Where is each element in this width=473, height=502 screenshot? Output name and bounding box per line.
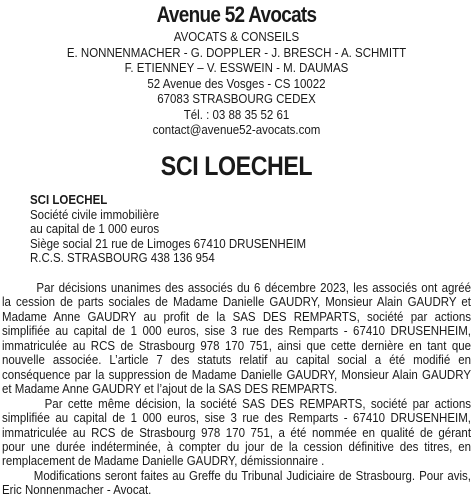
company-capital: au capital de 1 000 euros <box>30 222 160 236</box>
text-line: et Madame Anne GAUDRY et l’ajout de la SAS DES REMPARTS. <box>2 382 338 397</box>
text-line: nouvelle associée. L’article 7 des statuts relatif au capital social a été modifié en <box>2 353 472 368</box>
company-details <box>30 193 470 266</box>
firm-tagline: AVOCATS & CONSEILS <box>173 30 300 44</box>
notice-title: SCI LOECHEL <box>160 151 313 181</box>
paragraph-manager-appointment <box>2 397 471 469</box>
firm-address-city: 67083 STRASBOURG CEDEX <box>157 92 316 106</box>
text-line: Eric Nonnenmacher - Avocat. <box>2 483 152 498</box>
firm-contact-block <box>0 30 473 139</box>
text-line: immatriculée au RCS de Strasbourg 978 170 751, ainsi que cette dernière en tant que <box>2 338 472 353</box>
company-registered-office: Siège social 21 rue de Limoges 67410 DRUSENHEIM <box>30 236 307 251</box>
text-line: remplacement de Madame Danielle GAUDRY, démissionnaire . <box>2 454 325 469</box>
firm-address-street: 52 Avenue des Vosges - CS 10022 <box>147 76 326 91</box>
firm-name: Avenue 52 Avocats <box>156 2 317 27</box>
text-line: Madame Anne GAUDRY au profit de la SAS DES REMPARTS, société par actions <box>2 309 472 324</box>
text-line: simplifiée au capital de 1 000 euros, sise 3 rue des Remparts - 67410 DRUSENHEIM, <box>2 411 472 426</box>
text-line: simplifiée au capital de 1 000 euros, sise 3 rue des Remparts - 67410 DRUSENHEIM, <box>2 324 472 339</box>
company-type: Société civile immobilière <box>30 207 160 222</box>
company-rcs: R.C.S. STRASBOURG 438 136 954 <box>30 251 215 265</box>
company-name: SCI LOECHEL <box>30 193 108 207</box>
paragraph-registry-filing <box>2 469 471 498</box>
text-line: Par décisions unanimes des associés du 6 décembre 2023, les associés ont agréé <box>2 281 472 295</box>
text-line: Par cette même décision, la société SAS DES REMPARTS, société par actions <box>2 396 472 411</box>
text-line: pour une durée indéterminée, à compter du jour de la cession définitive des titres, en <box>2 439 472 454</box>
firm-phone: Tél. : 03 88 35 52 61 <box>183 107 290 122</box>
firm-partners-line-2: F. ETIENNEY – V. ESSWEIN - M. DAUMAS <box>124 61 349 75</box>
firm-email: contact@avenue52-avocats.com <box>152 123 321 137</box>
text-line: conséquence par la suppression de Madame Danielle GAUDRY, Monsieur Alain GAUDRY <box>2 367 472 382</box>
text-line: la cession de parts sociales de Madame Danielle GAUDRY, Monsieur Alain GAUDRY et <box>2 295 472 310</box>
firm-partners-line-1: E. NONNENMACHER - G. DOPPLER - J. BRESCH - A. SCHMITT <box>66 45 407 60</box>
paragraph-share-transfer <box>2 281 471 397</box>
text-line: immatriculée au RCS de Strasbourg 978 170 751, a été nommée en qualité de gérant <box>2 425 472 440</box>
text-line: Modifications seront faites au Greffe du Tribunal Judiciaire de Strasbourg. Pour avis, <box>2 468 472 483</box>
notice-body <box>2 281 471 498</box>
